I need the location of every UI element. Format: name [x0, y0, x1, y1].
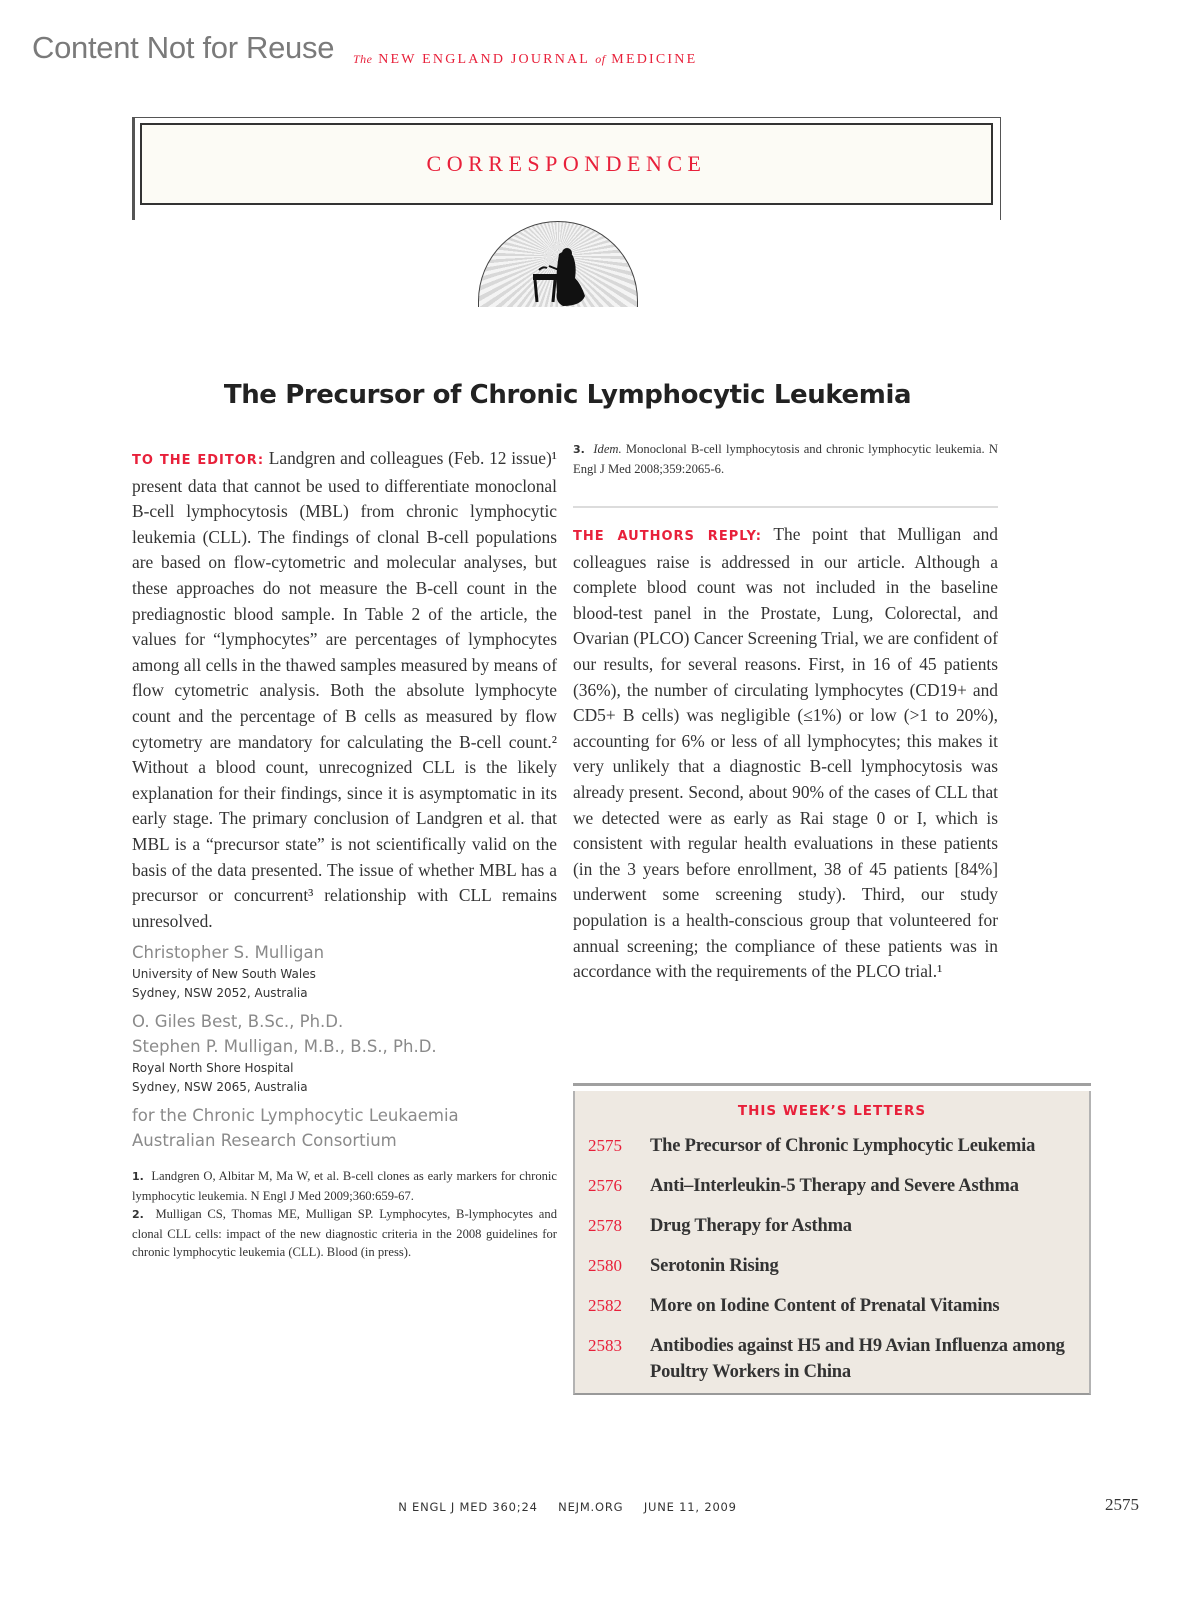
- footer-date: JUNE 11, 2009: [643, 1500, 737, 1514]
- consortium-name: for the Chronic Lymphocytic Leukaemia: [132, 1106, 459, 1126]
- page-number: 2575: [1105, 1495, 1139, 1514]
- section-title: CORRESPONDENCE: [426, 151, 707, 176]
- this-weeks-letters-box: [573, 1083, 1091, 1403]
- letter-link[interactable]: [575, 1133, 1089, 1159]
- reference-number: 3.: [573, 443, 585, 456]
- references-list: [132, 1167, 557, 1262]
- left-column: [132, 446, 557, 1262]
- letter-lead: TO THE EDITOR:: [132, 453, 265, 468]
- letters-heading: THIS WEEK’S LETTERS: [737, 1103, 927, 1119]
- journal-the: The: [353, 52, 373, 66]
- letter-title: The Precursor of Chronic Lymphocytic Leukemia: [650, 1136, 1036, 1156]
- reply-lead: THE AUTHORS REPLY:: [573, 529, 762, 544]
- affiliation-line: University of New South Wales: [132, 967, 316, 982]
- letter-link[interactable]: [575, 1213, 1089, 1239]
- letter-link[interactable]: [575, 1173, 1089, 1199]
- letter-page: 2582: [588, 1296, 622, 1315]
- author-name: O. Giles Best, B.Sc., Ph.D.: [132, 1012, 344, 1032]
- section-divider: [573, 506, 998, 508]
- page-footer: [0, 1500, 1135, 1514]
- reference-item: [132, 1205, 557, 1262]
- letters-panel: [573, 1091, 1091, 1395]
- letter-page: 2580: [588, 1256, 622, 1275]
- reference-number: 2.: [132, 1208, 144, 1222]
- letter-page: 2578: [588, 1216, 622, 1235]
- physician-writing-emblem-icon: [478, 221, 638, 307]
- reference-text: Mulligan CS, Thomas ME, Mulligan SP. Lymphocytes, B-lymphocytes and clonal CLL cells: impact of the new diagnostic criteria in the 2008 guidelines for chronic lymphocytic leukemia (CLL). Blood (in press).: [132, 1207, 557, 1260]
- reference-number: 1.: [132, 1170, 144, 1184]
- reply-body: The point that Mulligan and colleagues raise is addressed in our article. Although a complete blood count was not included in the baseline blood-test panel in the Prostate, Lung, Colorectal, and Ovarian (PLCO) Cancer Screening Trial, we are confident of our results, for several reasons. First, in 16 of 45 patients (36%), the number of circulating lymphocytes (CD19+ and CD5+ B cells) was negligible (≤1%) or low (>1 to 20%), accounting for 6% or less of all lymphocytes; this makes it very unlikely that a diagnostic B-cell lymphocytosis was already present. Second, about 90% of the cases of CLL that we detected were as early as Rai stage 0 or I, which is consistent with regular health evaluations in these patients (in the 3 years before enrollment, 38 of 45 patients [84%] underwent some screening study). Third, our study population is a health-conscious group that volunteered for annual screening; the compliance of these patients was in accordance with the requirements of the PLCO trial.¹: [573, 524, 998, 982]
- signature-block-2: [132, 1009, 557, 1097]
- reference-text: Monoclonal B-cell lymphocytosis and chronic lymphocytic leukemia. N Engl J Med 2008;359:2065-6.: [573, 442, 998, 476]
- letter-link[interactable]: [575, 1253, 1089, 1279]
- watermark: Content Not for Reuse: [32, 30, 335, 65]
- signature-block-1: [132, 940, 557, 1003]
- journal-name-part1: NEW ENGLAND JOURNAL: [378, 52, 590, 67]
- journal-name: [353, 52, 697, 68]
- journal-of: of: [595, 52, 606, 66]
- article-title: The Precursor of Chronic Lymphocytic Leukemia: [223, 380, 912, 410]
- consortium-name: Australian Research Consortium: [132, 1131, 397, 1151]
- letter-page: 2576: [588, 1176, 622, 1195]
- footer-site: NEJM.ORG: [558, 1500, 624, 1514]
- box-top-rule: [573, 1083, 1091, 1086]
- letter-page: 2575: [588, 1136, 622, 1155]
- letter-title: Drug Therapy for Asthma: [650, 1216, 852, 1236]
- letter-link[interactable]: [575, 1333, 1089, 1385]
- affiliation-line: Sydney, NSW 2052, Australia: [132, 986, 308, 1001]
- authors-reply: [573, 522, 998, 985]
- letter-title: More on Iodine Content of Prenatal Vitamins: [650, 1296, 1000, 1316]
- footer-citation: N ENGL J MED 360;24: [398, 1500, 538, 1514]
- letter-link[interactable]: [575, 1293, 1089, 1319]
- affiliation-line: Sydney, NSW 2065, Australia: [132, 1080, 308, 1095]
- reference-idem: Idem.: [593, 442, 622, 456]
- letter-body: Landgren and colleagues (Feb. 12 issue)¹ present data that cannot be used to differentiate monoclonal B-cell lymphocytosis (MBL) from chronic lymphocytic leukemia (CLL). The findings of clonal B-cell populations are based on flow-cytometric and molecular analyses, but these approaches do not measure the B-cell count in the prediagnostic blood sample. In Table 2 of the article, the values for “lymphocytes” are percentages of lymphocytes among all cells in the thawed samples measured by means of flow cytometric analysis. Both the absolute lymphocyte count and the percentage of B cells as measured by flow cytometry are mandatory for calculating the B-cell count.² Without a blood count, unrecognized CLL is the likely explanation for their findings, since it is asymptomatic in its early stage. The primary conclusion of Landgren et al. that MBL is a “precursor state” is not scientifically valid on the basis of the data presented. The issue of whether MBL has a precursor or concurrent³ relationship with CLL remains unresolved.: [132, 448, 557, 931]
- physician-figure-icon: [529, 244, 591, 307]
- letter-to-editor: [132, 446, 557, 934]
- section-banner: [140, 123, 993, 205]
- author-name: Christopher S. Mulligan: [132, 943, 325, 963]
- journal-name-part2: MEDICINE: [611, 52, 698, 67]
- affiliation-line: Royal North Shore Hospital: [132, 1061, 294, 1076]
- reference-text: Landgren O, Albitar M, Ma W, et al. B-cell clones as early markers for chronic lymphocytic leukemia. N Engl J Med 2009;360:659-67.: [132, 1169, 557, 1203]
- reference-item: [132, 1167, 557, 1205]
- letter-title: Antibodies against H5 and H9 Avian Influenza among Poultry Workers in China: [650, 1336, 1065, 1382]
- letter-page: 2583: [588, 1336, 622, 1355]
- author-name: Stephen P. Mulligan, M.B., B.S., Ph.D.: [132, 1037, 437, 1057]
- signature-block-3: [132, 1103, 557, 1153]
- letter-title: Anti–Interleukin-5 Therapy and Severe Asthma: [650, 1176, 1019, 1196]
- reference-item-3: [573, 440, 998, 478]
- letter-title: Serotonin Rising: [650, 1256, 779, 1276]
